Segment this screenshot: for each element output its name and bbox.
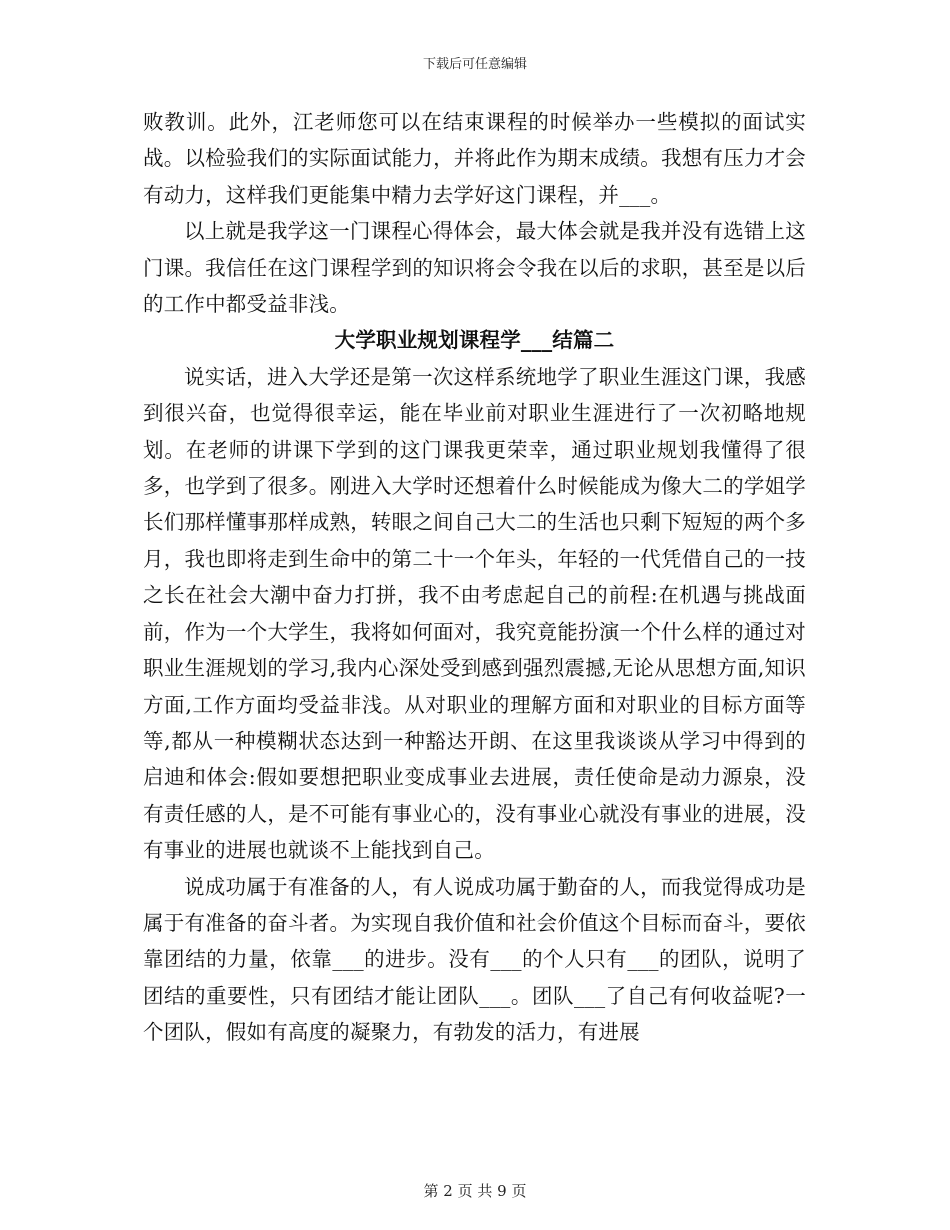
document-body [143, 104, 806, 1051]
paragraph-continuation: 败教训。此外，江老师您可以在结束课程的时候举办一些模拟的面试实战。以检验我们的实际面试能力，并将此作为期末成绩。我想有压力才会有动力，这样我们更能集中精力去学好这门课程，并___。 [143, 110, 806, 207]
section-heading: 大学职业规划课程学___结篇二 [334, 328, 615, 353]
paragraph-teamwork: 说成功属于有准备的人，有人说成功属于勤奋的人，而我觉得成功是属于有准备的奋斗者。为实现自我价值和社会价值这个目标而奋斗，要依靠团结的力量，依靠___的进步。没有___的个人只有___的团队，说明了团结的重要性，只有团结才能让团队___。团队___了自己有何收益呢?一个团队，假如有高度的凝聚力，有勃发的活力，有进展 [143, 874, 806, 1045]
page-header: 下载后可任意编辑 [422, 57, 527, 72]
paragraph-intro: 说实话，进入大学还是第一次这样系统地学了职业生涯这门课，我感到很兴奋，也觉得很幸运，能在毕业前对职业生涯进行了一次初略地规划。在老师的讲课下学到的这门课我更荣幸，通过职业规划我懂得了很多，也学到了很多。刚进入大学时还想着什么时候能成为像大二的学姐学长们那样懂事那样成熟，转眼之间自己大二的生活也只剩下短短的两个多月，我也即将走到生命中的第二十一个年头，年轻的一代凭借自己的一技之长在社会大潮中奋力打拼，我不由考虑起自己的前程:在机遇与挑战面前，作为一个大学生，我将如何面对，我究竟能扮演一个什么样的通过对职业生涯规划的学习,我内心深处受到感到强烈震撼,无论从思想方面,知识方面,工作方面均受益非浅。从对职业的理解方面和对职业的目标方面等等,都从一种模糊状态达到一种豁达开朗、在这里我谈谈从学习中得到的启迪和体会:假如要想把职业变成事业去进展，责任使命是动力源泉，没有责任感的人，是不可能有事业心的，没有事业心就没有事业的进展，没有事业的进展也就谈不上能找到自己。 [143, 364, 806, 863]
page-number: 第 2 页 共 9 页 [423, 1182, 527, 1200]
paragraph-conclusion: 以上就是我学这一门课程心得体会，最大体会就是我并没有选错上这门课。我信任在这门课程学到的知识将会令我在以后的求职，甚至是以后的工作中都受益非浅。 [143, 219, 806, 317]
